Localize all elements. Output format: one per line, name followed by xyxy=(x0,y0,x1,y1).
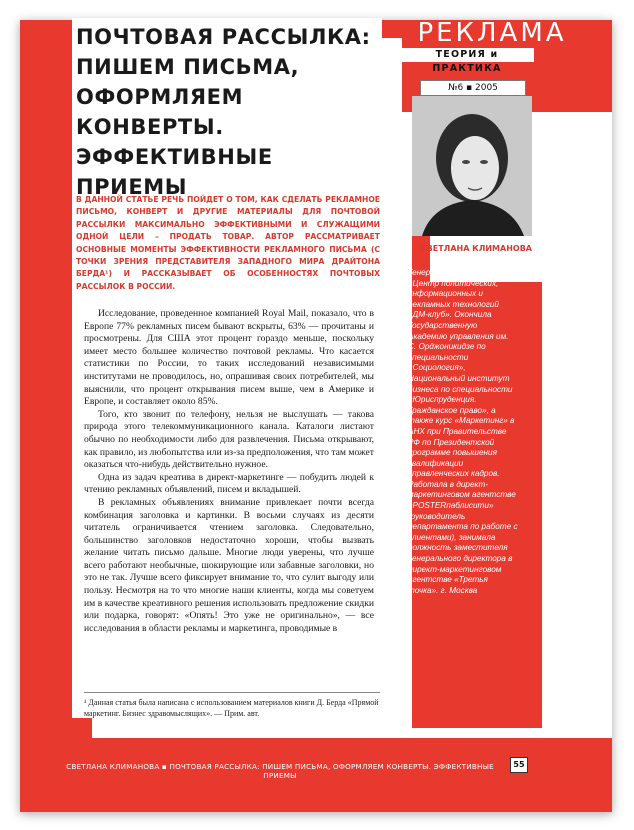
article-body xyxy=(84,308,374,635)
body-paragraph: В рекламных объявлениях внимание привлекает почти всегда комбинация заголовка и картинки. В восьми случаях из десяти читатель ограничивается чтением заголовка. Следовательно, большинство заголовков недостаточно хороши, чтобы вызвать желание читать письмо дальше. Многие люди уверены, что лучше всего работают необычные, шокирующие или забавные заголовки, но это не так. Лучше всего фиксирует внимание то, что сулит выгоду или пользу. Несмотря на то что многие наши клиенты, когда мы советуем им в качестве креативного решения использовать предложение скидки или подарка, говорят: «Опять! Это уже не оригинально», — все исследования в области рекламы и маркетинга, проводимые в xyxy=(84,496,374,634)
issue-number: №6 ▪ 2005 xyxy=(420,80,526,96)
body-paragraph: Того, кто звонит по телефону, нельзя не выслушать — такова природа этого телекоммуникационного канала. Каталоги листают обычно по необходимости либо для развлечения. Письма открывают, как правило, из любопытства или из-за предположения, что там может оказаться что-нибудь действительно нужное. xyxy=(84,408,374,471)
article-lead: В ДАННОЙ СТАТЬЕ РЕЧЬ ПОЙДЕТ О ТОМ, КАК СДЕЛАТЬ РЕКЛАМНОЕ ПИСЬМО, КОНВЕРТ И ДРУГИЕ МАТЕРИАЛЫ ДЛЯ ПОЧТОВОЙ РАССЫЛКИ МАКСИМАЛЬНО ЭФФЕКТИВНЫМИ И СЛУЖАЩИМИ ОДНОЙ ЦЕЛИ – ПРОДАТЬ ТОВАР. АВТОР РАССМАТРИВАЕТ ОСНОВНЫЕ МОМЕНТЫ ЭФФЕКТИВНОСТИ РЕКЛАМНОГО ПИСЬМА (С ТОЧКИ ЗРЕНИЯ ПРЕДСТАВИТЕЛЯ ЗАПАДНОГО МИРА ДРАЙТОНА БЕРДА¹) И РАССКАЗЫВАЕТ ОБ ОСОБЕННОСТЯХ ПОЧТОВЫХ РАССЫЛОК В РОССИИ. xyxy=(76,195,380,291)
author-portrait-icon xyxy=(412,96,532,236)
author-photo xyxy=(412,96,532,236)
magazine-logo-subtitle: ТЕОРИЯ и ПРАКТИКА xyxy=(400,48,534,62)
body-paragraph: Одна из задач креатива в директ-маркетинге — побудить людей к чтению рекламных объявлений, писем и вкладышей. xyxy=(84,471,374,496)
magazine-logo: РЕКЛАМА xyxy=(417,18,567,48)
body-paragraph: Исследование, проведенное компанией Royal Mail, показало, что в Европе 77% рекламных писем бывают вскрыты, 63% — прочитаны и просмотрены. Для США этот процент гораздо меньше, поскольку имеет место большее количество почтовой рекламы. Что касается статистики по России, то таких исследований независимыми институтами не проводилось, но, опрашивая своих потребителей, мы выяснили, что процент открывания писем выше, чем в Америке и Европе, и составляет около 85%. xyxy=(84,308,374,408)
page-number: 55 xyxy=(510,757,528,773)
running-footer: СВЕТЛАНА КЛИМАНОВА ▪ ПОЧТОВАЯ РАССЫЛКА: ПИШЕМ ПИСЬМА, ОФОРМЛЯЕМ КОНВЕРТЫ. ЭФФЕКТИВНЫЕ ПРИЕМЫ xyxy=(66,762,494,780)
article-title: ПОЧТОВАЯ РАССЫЛКА: ПИШЕМ ПИСЬМА, ОФОРМЛЯЕМ КОНВЕРТЫ. ЭФФЕКТИВНЫЕ ПРИЕМЫ xyxy=(76,25,371,199)
author-bio: Генеральный директор ЗАО «Центр политических, информационных и рекламных технологий «ДМ-клуб». Окончила Государственную Академию управления им. С. Орджоникидзе по специальности «Социология», Национальный институт бизнеса по специальности «Юриспруденция. Гражданское право», а также курс «Маркетинг» в АНХ при Правительстве РФ по Президентской программе повышения квалификации управленческих кадров. Работала в директ-маркетинговом агентстве «POSTERпаблисити» (руководитель департамента по работе с клиентами), занимала должность заместителя генерального директора в директ-маркетинговом агентстве «Третья точка». г. Москва xyxy=(408,268,518,595)
author-name: СВЕТЛАНА КЛИМАНОВА xyxy=(420,244,532,253)
footnote: ¹ Данная статья была написана с использованием материалов книги Д. Берда «Прямой маркетинг. Бизнес здравомыслящих». — Прим. авт. xyxy=(84,692,380,719)
